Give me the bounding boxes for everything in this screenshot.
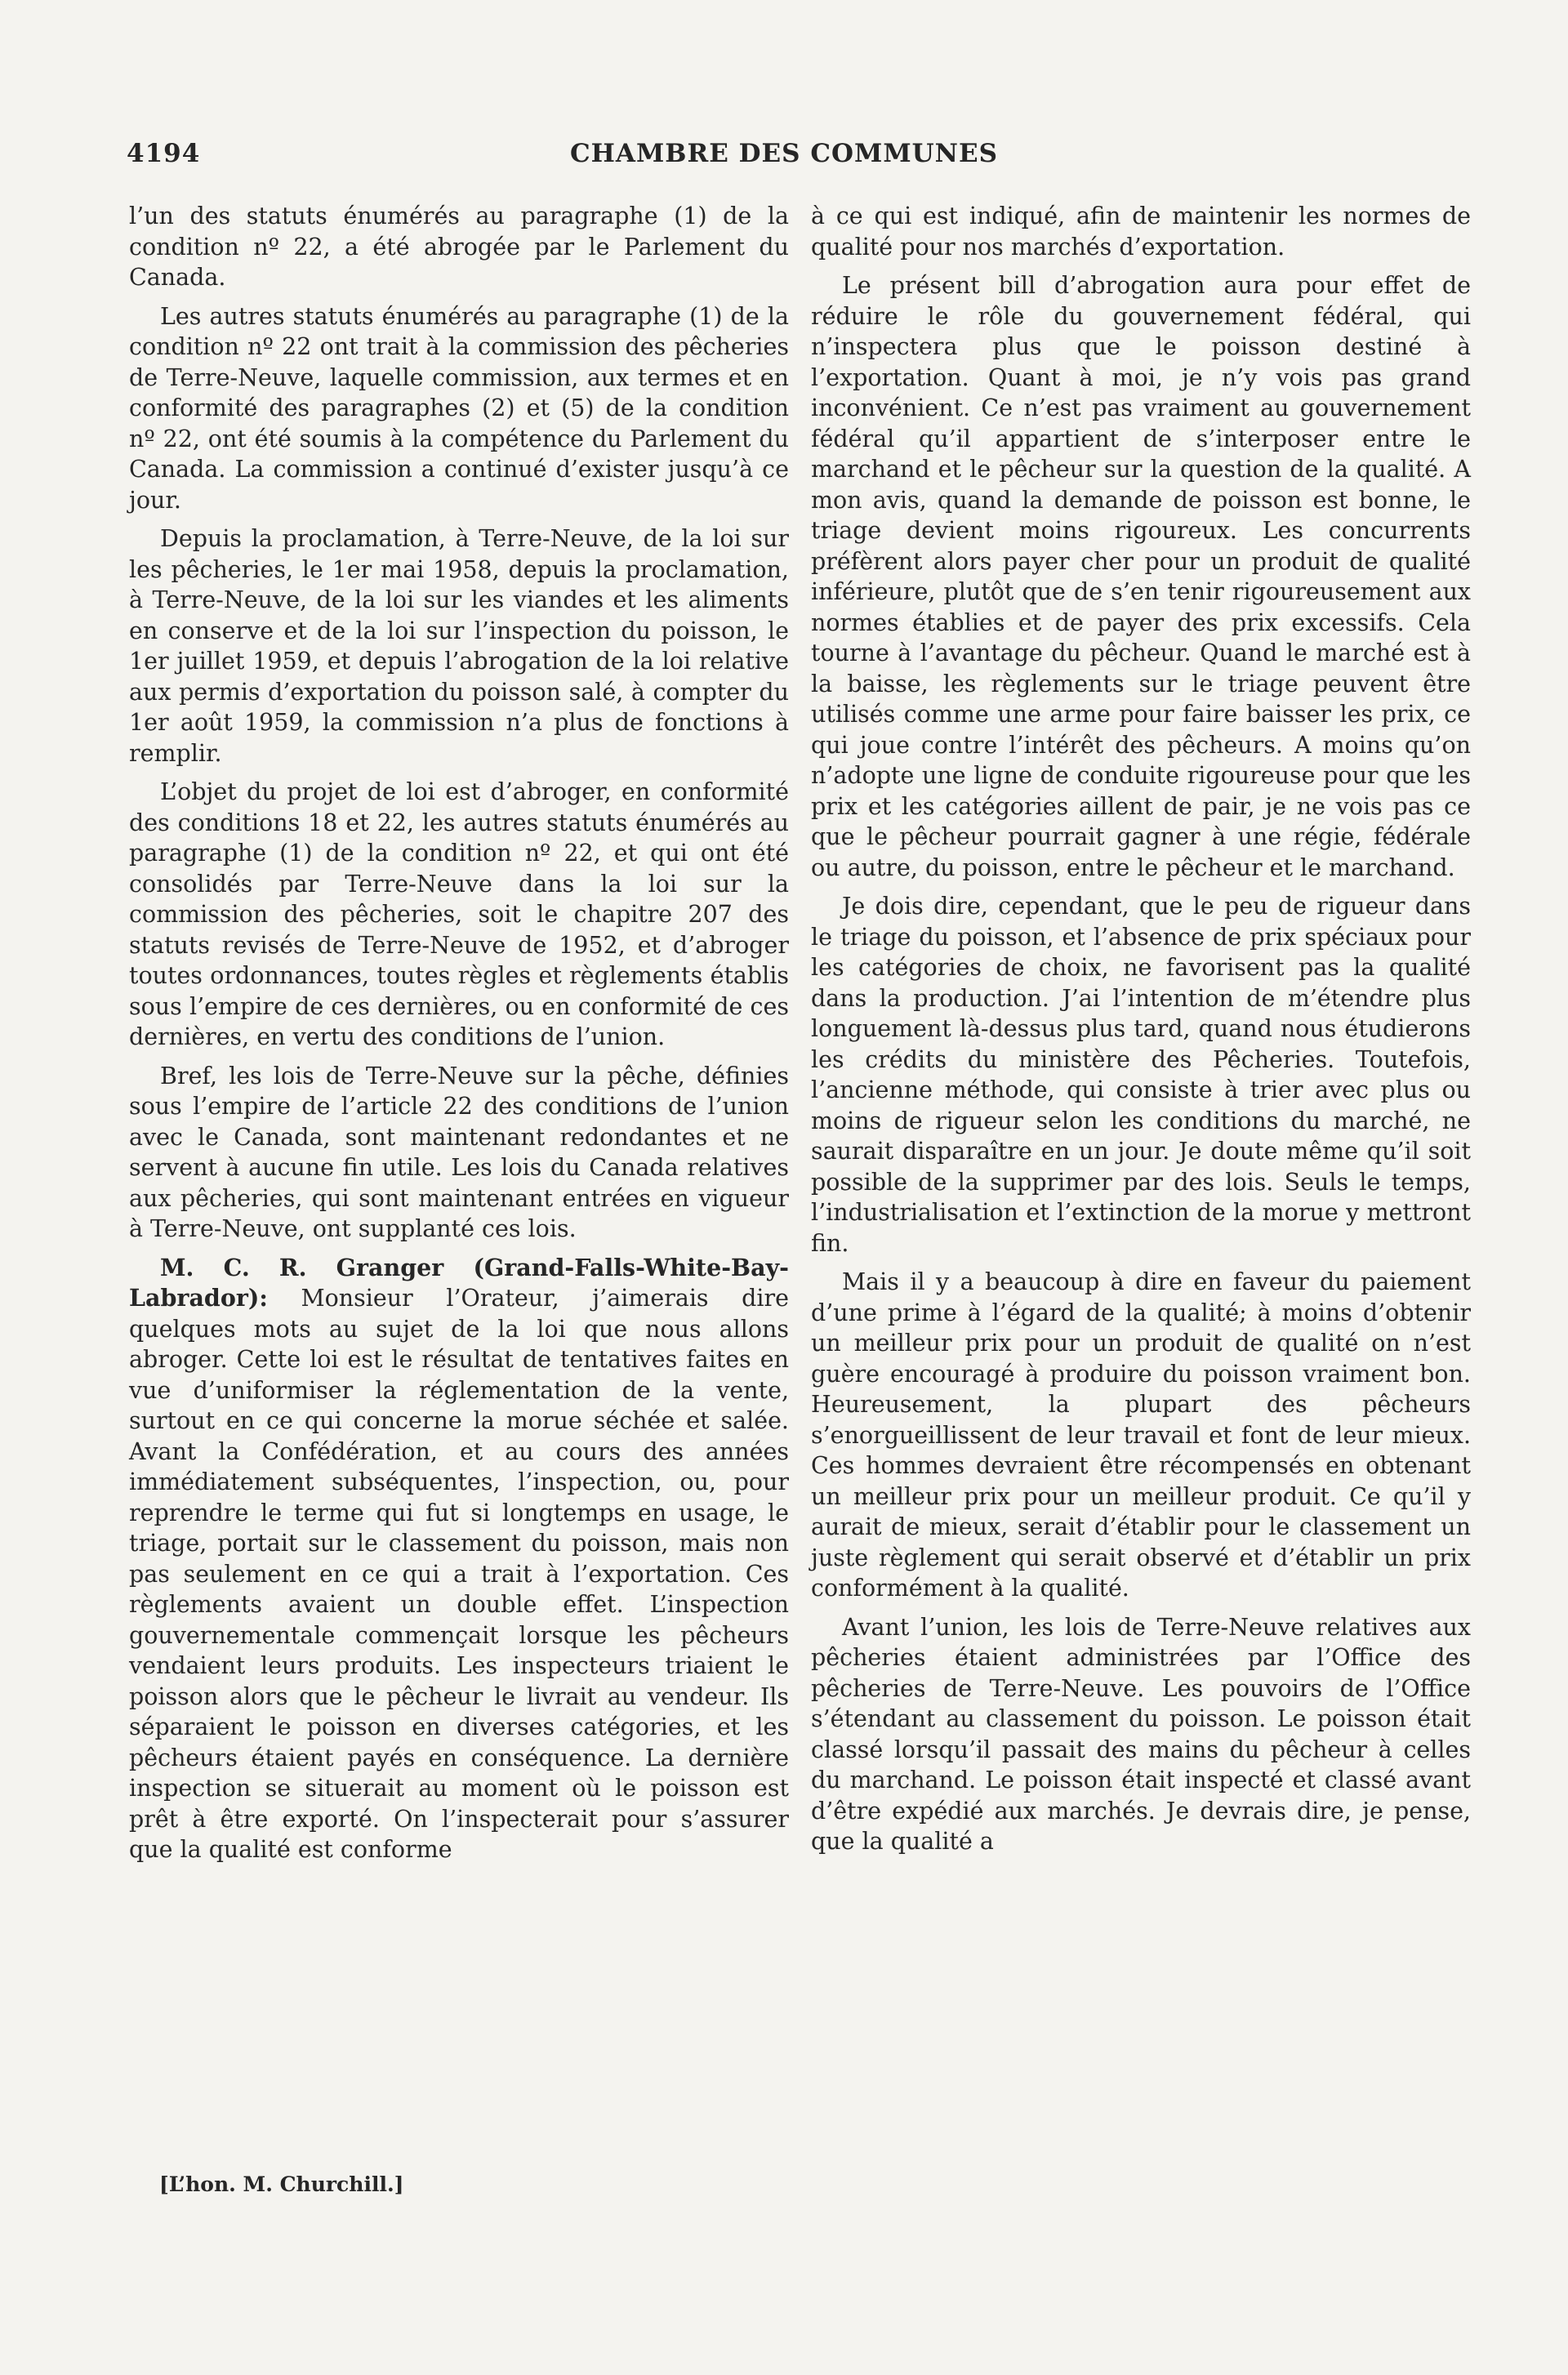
paragraph: L’objet du projet de loi est d’abroger, en conformité des conditions 18 et 22, les autres statuts énumérés au paragraphe (1) de la condition nº 22, et qui ont été consolidés par Terre-Neuve dans la loi sur la commission des pêcheries, soit le chapitre 207 des statuts revisés de Terre-Neuve de 1952, et d’abroger toutes ordonnances, toutes règles et règlements établis sous l’empire de ces dernières, ou en conformité de ces dernières, en vertu des conditions de l’union.: [129, 778, 789, 1050]
paragraph: Bref, les lois de Terre-Neuve sur la pêche, définies sous l’empire de l’article 22 des conditions de l’union avec le Canada, sont maintenant redondantes et ne servent à aucune fin utile. Les lois du Canada relatives aux pêcheries, qui sont maintenant entrées en vigueur à Terre-Neuve, ont supplanté ces lois.: [129, 1062, 789, 1242]
footer-note: [L’hon. M. Churchill.]: [159, 2172, 404, 2196]
running-head: CHAMBRE DES COMMUNES: [569, 139, 999, 168]
page-number: 4194: [127, 139, 201, 168]
right-column: [811, 201, 1471, 1865]
speech-paragraph: [129, 1253, 789, 1865]
speaker-name: M. C. R. Granger (Grand-Falls-White-Bay-Labrador):: [129, 1253, 789, 1312]
paragraph: Le présent bill d’abrogation aura pour effet de réduire le rôle du gouvernement fédéral, qui n’inspectera plus que le poisson destiné à l’exportation. Quant à moi, je n’y vois pas grand inconvénient. Ce n’est pas vraiment au gouvernement fédéral qu’il appartient de s’interposer entre le marchand et le pêcheur sur la question de la qualité. A mon avis, quand la demande de poisson est bonne, le triage devient moins rigoureux. Les concurrents préfèrent alors payer cher pour un produit de qualité inférieure, plutôt que de s’en tenir rigoureusement aux normes établies et de payer des prix excessifs. Cela tourne à l’avantage du pêcheur. Quand le marché est à la baisse, les règlements sur le triage peuvent être utilisés comme une arme pour faire baisser les prix, ce qui joue contre l’intérêt des pêcheurs. A moins qu’on n’adopte une ligne de conduite rigoureuse pour que les prix et les catégories aillent de pair, je ne vois pas ce que le pêcheur pourrait gagner à une régie, fédérale ou autre, du poisson, entre le pêcheur et le marchand.: [811, 272, 1471, 881]
paragraph: à ce qui est indiqué, afin de maintenir les normes de qualité pour nos marchés d’exportation.: [811, 203, 1471, 261]
left-column: [129, 201, 789, 1874]
paragraph: Depuis la proclamation, à Terre-Neuve, de la loi sur les pêcheries, le 1er mai 1958, depuis la proclamation, à Terre-Neuve, de la loi sur les viandes et les aliments en conserve et de la loi sur l’inspection du poisson, le 1er juillet 1959, et depuis l’abrogation de la loi relative aux permis d’exportation du poisson salé, à compter du 1er août 1959, la commission n’a plus de fonctions à remplir.: [129, 525, 789, 767]
paragraph: Les autres statuts énumérés au paragraphe (1) de la condition nº 22 ont trait à la commission des pêcheries de Terre-Neuve, laquelle commission, aux termes et en conformité des paragraphes (2) et (5) de la condition nº 22, ont été soumis à la compétence du Parlement du Canada. La commission a continué d’exister jusqu’à ce jour.: [129, 302, 789, 514]
paragraph: Mais il y a beaucoup à dire en faveur du paiement d’une prime à l’égard de la qualité; à moins d’obtenir un meilleur prix pour un produit de qualité on n’est guère encouragé à produire du poisson vraiment bon. Heureusement, la plupart des pêcheurs s’enorgueillissent de leur travail et font de leur mieux. Ces hommes devraient être récompensés en obtenant un meilleur prix pour un meilleur produit. Ce qu’il y aurait de mieux, serait d’établir pour le classement un juste règlement qui serait observé et d’établir un prix conformément à la qualité.: [811, 1268, 1471, 1602]
speech-text: Monsieur l’Orateur, j’aimerais dire quelques mots au sujet de la loi que nous allons abroger. Cette loi est le résultat de tentatives faites en vue d’uniformiser la réglementation de la vente, surtout en ce qui concerne la morue séchée et salée. Avant la Confédération, et au cours des années immédiatement subséquentes, l’inspection, ou, pour reprendre le terme qui fut si longtemps en usage, le triage, portait sur le classement du poisson, mais non pas seulement en ce qui a trait à l’exportation. Ces règlements avaient un double effet. L’inspection gouvernementale commençait lorsque les pêcheurs vendaient leurs produits. Les inspecteurs triaient le poisson alors que le pêcheur le livrait au vendeur. Ils séparaient le poisson en diverses catégories, et les pêcheurs étaient payés en conséquence. La dernière inspection se situerait au moment où le poisson est prêt à être exporté. On l’inspecterait pour s’assurer que la qualité est conforme: [129, 1285, 789, 1863]
paragraph: l’un des statuts énumérés au paragraphe (1) de la condition nº 22, a été abrogée par le Parlement du Canada.: [129, 203, 789, 291]
paragraph: Je dois dire, cependant, que le peu de rigueur dans le triage du poisson, et l’absence de prix spéciaux pour les catégories de choix, ne favorisent pas la qualité dans la production. J’ai l’intention de m’étendre plus longuement là-dessus plus tard, quand nous étudierons les crédits du ministère des Pêcheries. Toutefois, l’ancienne méthode, qui consiste à trier avec plus ou moins de rigueur selon les conditions du marché, ne saurait disparaître en un jour. Je doute même qu’il soit possible de la supprimer par des lois. Seuls le temps, l’industrialisation et l’extinction de la morue y mettront fin.: [811, 893, 1471, 1257]
paragraph: Avant l’union, les lois de Terre-Neuve relatives aux pêcheries étaient administrées par l’Office des pêcheries de Terre-Neuve. Les pouvoirs de l’Office s’étendant au classement du poisson. Le poisson était classé lorsqu’il passait des mains du pêcheur à celles du marchand. Le poisson était inspecté et classé avant d’être expédié aux marchés. Je devrais dire, je pense, que la qualité a: [811, 1613, 1471, 1855]
